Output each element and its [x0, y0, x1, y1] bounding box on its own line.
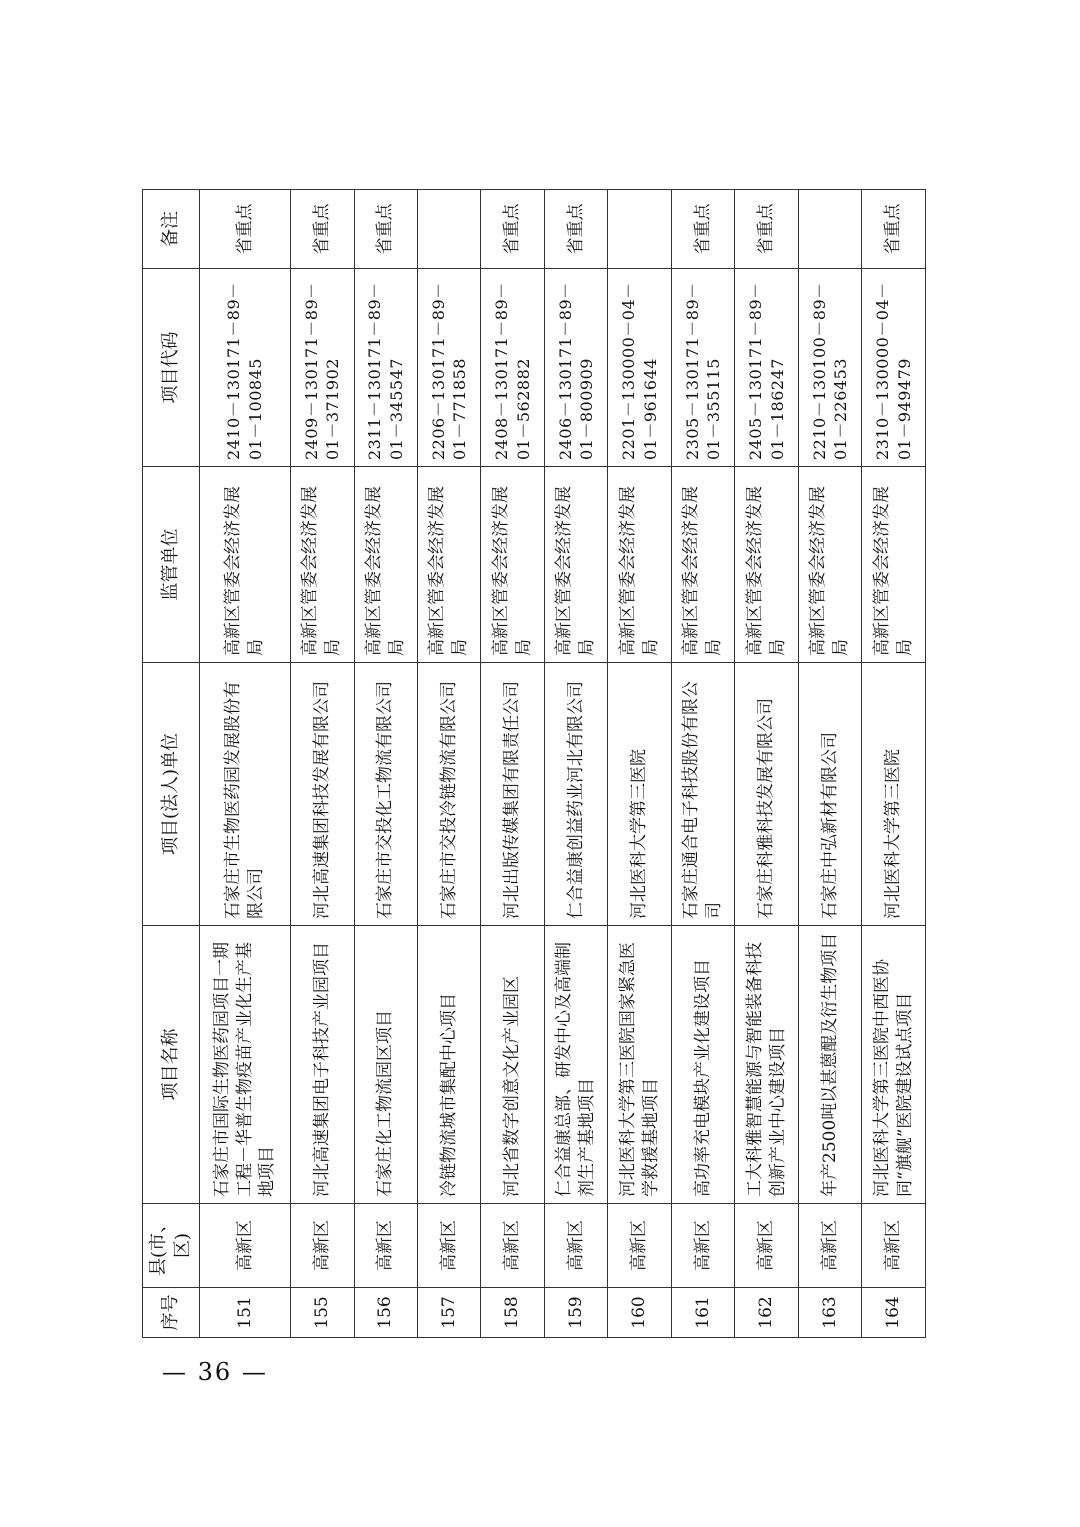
- cell-name: 冷链物流城市集配中心项目: [418, 926, 481, 1204]
- table-row: [481, 190, 544, 1338]
- cell-code: 2305－130171－89－01－355115: [671, 269, 734, 467]
- cell-unit: 石家庄市交投冷链物流有限公司: [418, 663, 481, 926]
- cell-unit: 河北高速集团科技发展有限公司: [291, 663, 354, 926]
- cell-supervisor: 高新区管委会经济发展局: [200, 467, 291, 663]
- cell-unit: 石家庄市生物医药园发展股份有限公司: [200, 663, 291, 926]
- cell-code: 2310－130000－04－01－949479: [862, 269, 926, 467]
- cell-note: 省重点: [735, 190, 798, 269]
- cell-unit: 石家庄市交投化工物流有限公司: [354, 663, 417, 926]
- cell-seq: 159: [544, 1288, 607, 1338]
- header-county: 县(市、区): [143, 1204, 200, 1288]
- cell-note: [798, 190, 861, 269]
- header-supervisor: 监管单位: [143, 467, 200, 663]
- cell-supervisor: 高新区管委会经济发展局: [671, 467, 734, 663]
- cell-name: 高功率充电模块产业化建设项目: [671, 926, 734, 1204]
- cell-code: 2210－130100－89－01－226453: [798, 269, 861, 467]
- cell-name: 石家庄化工物流园区项目: [354, 926, 417, 1204]
- cell-county: 高新区: [862, 1204, 926, 1288]
- cell-county: 高新区: [200, 1204, 291, 1288]
- cell-county: 高新区: [671, 1204, 734, 1288]
- table-row: [544, 190, 607, 1338]
- cell-county: 高新区: [544, 1204, 607, 1288]
- table-row: [418, 190, 481, 1338]
- page-number-dash-left: —: [162, 1358, 188, 1386]
- header-code: 项目代码: [143, 269, 200, 467]
- cell-county: 高新区: [798, 1204, 861, 1288]
- cell-supervisor: 高新区管委会经济发展局: [544, 467, 607, 663]
- cell-seq: 155: [291, 1288, 354, 1338]
- cell-unit: 石家庄中弘新材有限公司: [798, 663, 861, 926]
- table-row: [862, 190, 926, 1338]
- cell-supervisor: 高新区管委会经济发展局: [418, 467, 481, 663]
- table-row: [354, 190, 417, 1338]
- cell-name: 石家庄市国际生物医药园项目一期工程－华普生物疫苗产业化生产基地项目: [200, 926, 291, 1204]
- cell-code: 2405－130171－89－01－186247: [735, 269, 798, 467]
- cell-name: 仁合益康总部、研发中心及高端制剂生产基地项目: [544, 926, 607, 1204]
- table-row: [200, 190, 291, 1338]
- table-header-row: [143, 190, 200, 1338]
- cell-county: 高新区: [608, 1204, 671, 1288]
- cell-code: 2311－130171－89－01－345547: [354, 269, 417, 467]
- cell-note: 省重点: [291, 190, 354, 269]
- cell-code: 2406－130171－89－01－800909: [544, 269, 607, 467]
- page-number-footer: [162, 1358, 268, 1386]
- cell-code: 2408－130171－89－01－562882: [481, 269, 544, 467]
- cell-seq: 161: [671, 1288, 734, 1338]
- cell-seq: 151: [200, 1288, 291, 1338]
- cell-seq: 158: [481, 1288, 544, 1338]
- cell-code: 2206－130171－89－01－771858: [418, 269, 481, 467]
- cell-seq: 162: [735, 1288, 798, 1338]
- cell-county: 高新区: [481, 1204, 544, 1288]
- table-row: [291, 190, 354, 1338]
- cell-code: 2409－130171－89－01－371902: [291, 269, 354, 467]
- page-number: 36: [197, 1358, 233, 1386]
- cell-unit: 河北医科大学第三医院: [862, 663, 926, 926]
- cell-seq: 156: [354, 1288, 417, 1338]
- cell-note: 省重点: [200, 190, 291, 269]
- cell-supervisor: 高新区管委会经济发展局: [481, 467, 544, 663]
- rotated-table-container: [142, 190, 926, 1338]
- cell-unit: 河北医科大学第三医院: [608, 663, 671, 926]
- cell-supervisor: 高新区管委会经济发展局: [291, 467, 354, 663]
- cell-unit: 河北出版传媒集团有限责任公司: [481, 663, 544, 926]
- table-row: [798, 190, 861, 1338]
- cell-name: 河北高速集团电子科技产业园项目: [291, 926, 354, 1204]
- table-row: [735, 190, 798, 1338]
- header-seq: 序号: [143, 1288, 200, 1338]
- cell-note: [418, 190, 481, 269]
- cell-supervisor: 高新区管委会经济发展局: [354, 467, 417, 663]
- cell-name: 河北医科大学第三医院国家紧急医学救援基地项目: [608, 926, 671, 1204]
- page-number-dash-right: —: [241, 1358, 268, 1386]
- cell-seq: 164: [862, 1288, 926, 1338]
- cell-seq: 163: [798, 1288, 861, 1338]
- table-row: [671, 190, 734, 1338]
- project-table: [142, 189, 926, 1338]
- cell-supervisor: 高新区管委会经济发展局: [798, 467, 861, 663]
- cell-county: 高新区: [418, 1204, 481, 1288]
- cell-code: 2410－130171－89－01－100845: [200, 269, 291, 467]
- cell-name: 河北省数字创意文化产业园区: [481, 926, 544, 1204]
- cell-seq: 160: [608, 1288, 671, 1338]
- cell-note: 省重点: [862, 190, 926, 269]
- cell-supervisor: 高新区管委会经济发展局: [735, 467, 798, 663]
- table-row: [608, 190, 671, 1338]
- cell-seq: 157: [418, 1288, 481, 1338]
- cell-note: 省重点: [481, 190, 544, 269]
- cell-unit: 石家庄科雅科技发展有限公司: [735, 663, 798, 926]
- cell-county: 高新区: [291, 1204, 354, 1288]
- header-note: 备注: [143, 190, 200, 269]
- cell-supervisor: 高新区管委会经济发展局: [862, 467, 926, 663]
- cell-code: 2201－130000－04－01－961644: [608, 269, 671, 467]
- cell-name: 河北医科大学第三医院中西医协同“旗舰”医院建设试点项目: [862, 926, 926, 1204]
- cell-name: 工大科雅智慧能源与智能装备科技创新产业中心建设项目: [735, 926, 798, 1204]
- header-unit: 项目(法人)单位: [143, 663, 200, 926]
- cell-note: 省重点: [354, 190, 417, 269]
- cell-unit: 仁合益康创益药业河北有限公司: [544, 663, 607, 926]
- cell-name: 年产2500吨以甚蒽醌及衍生物项目: [798, 926, 861, 1204]
- cell-note: 省重点: [671, 190, 734, 269]
- cell-supervisor: 高新区管委会经济发展局: [608, 467, 671, 663]
- cell-county: 高新区: [354, 1204, 417, 1288]
- header-name: 项目名称: [143, 926, 200, 1204]
- table-frame: [142, 190, 926, 1338]
- cell-note: [608, 190, 671, 269]
- cell-county: 高新区: [735, 1204, 798, 1288]
- cell-note: 省重点: [544, 190, 607, 269]
- cell-unit: 石家庄通合电子科技股份有限公司: [671, 663, 734, 926]
